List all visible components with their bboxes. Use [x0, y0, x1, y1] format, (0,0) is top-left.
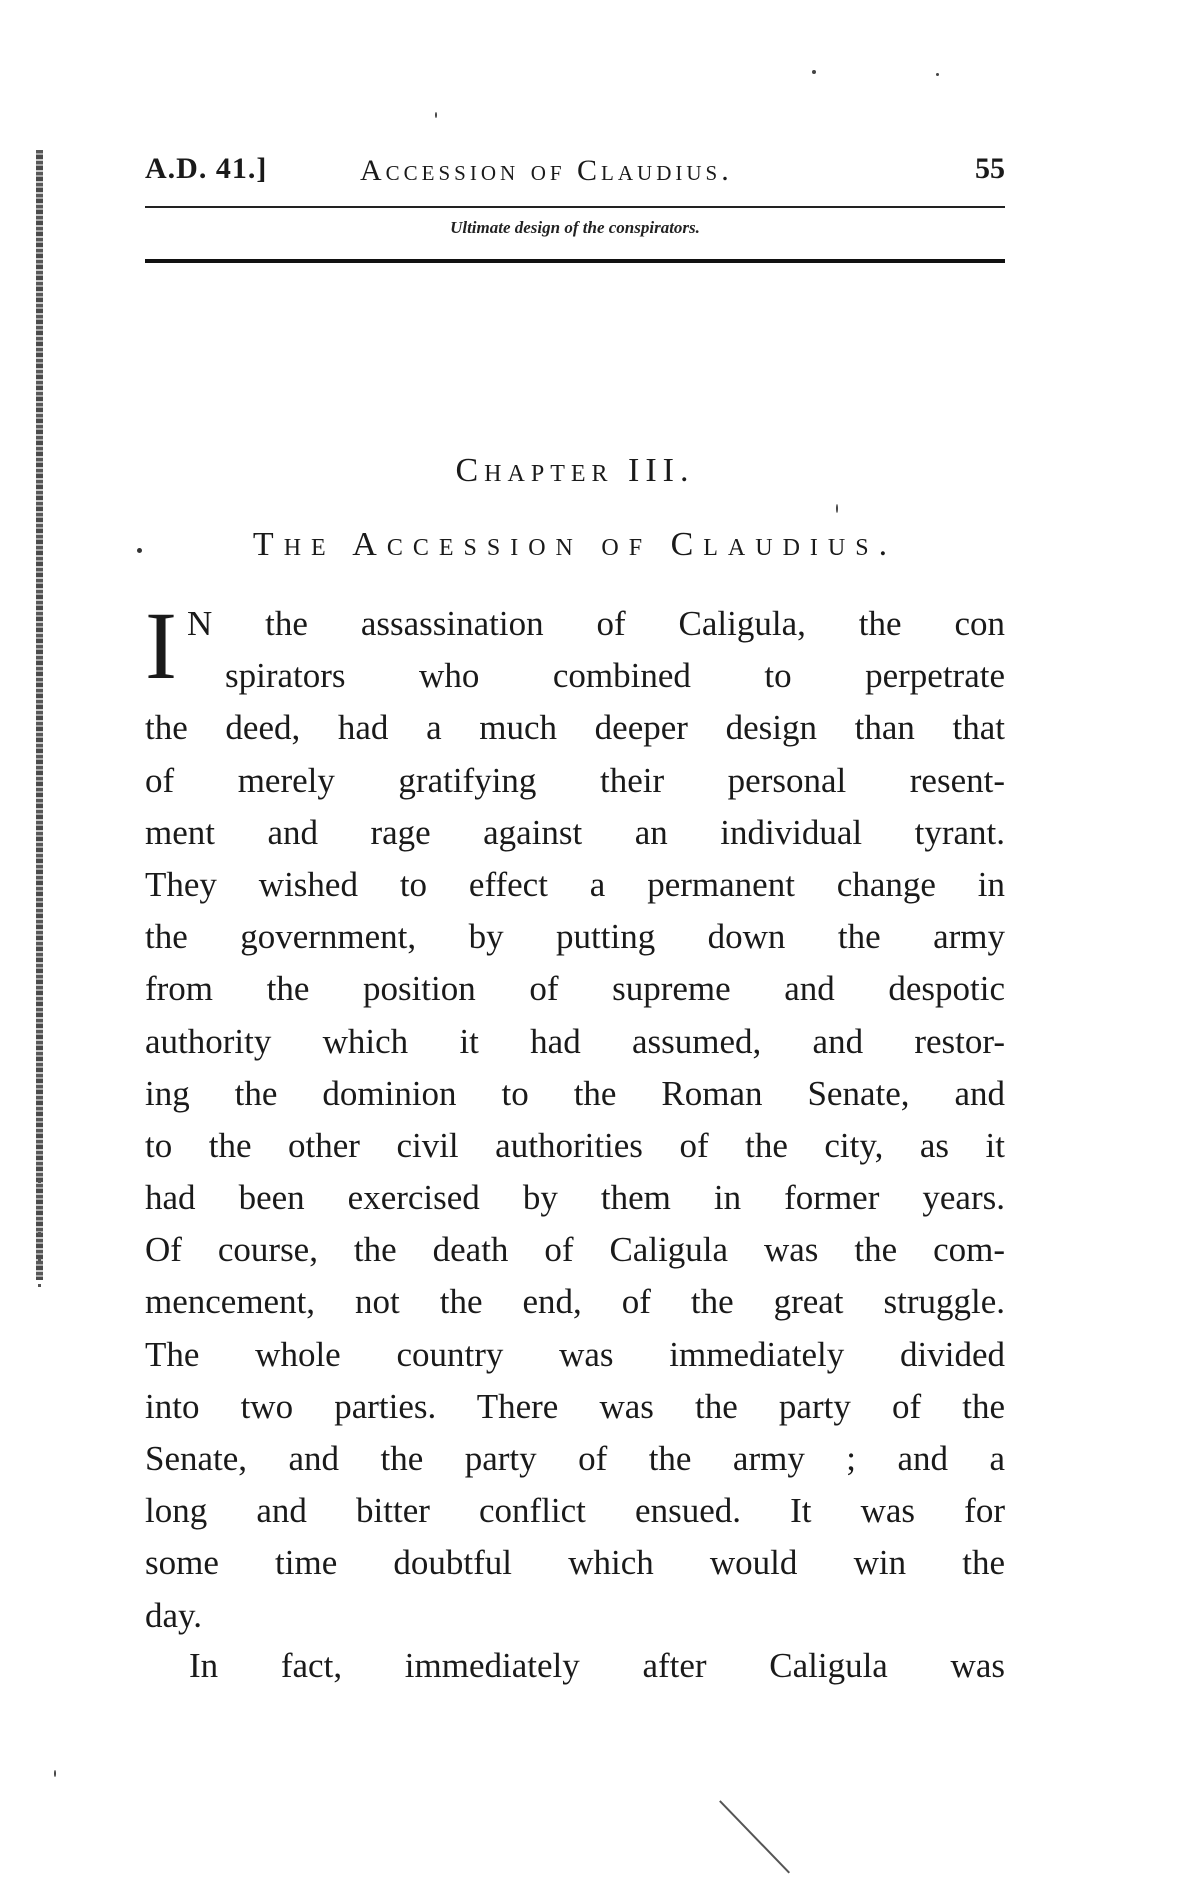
running-header [145, 152, 1005, 196]
chapter-number: Chapter III. [455, 452, 695, 489]
text-line: The whole country was immediately divided [145, 1334, 1005, 1374]
text-line: had been exercised by them in former years. [145, 1178, 1005, 1218]
text-line: In fact, immediately after Caligula was [189, 1646, 1005, 1685]
paragraph-2 [145, 1640, 1005, 1692]
text-line: Of course, the death of Caligula was the com- [145, 1230, 1005, 1270]
page-number: 55 [975, 152, 1005, 185]
print-speck [936, 73, 939, 76]
text-line: They wished to effect a permanent change in [145, 864, 1005, 904]
text-line: some time doubtful which would win the [145, 1543, 1005, 1583]
text-line: the deed, had a much deeper design than that [145, 708, 1005, 748]
header-running-title: Accession of Claudius. [360, 154, 733, 187]
print-speck [435, 112, 437, 118]
text-line: Senate, and the party of the army ; and a [145, 1439, 1005, 1478]
text-line: into two parties. There was the party of the [145, 1386, 1005, 1426]
stray-pen-mark [719, 1800, 790, 1873]
text-line: from the position of supreme and despotic [145, 969, 1005, 1009]
text-line: to the other civil authorities of the city, as it [145, 1125, 1005, 1165]
text-line: long and bitter conflict ensued. It was for [145, 1491, 1005, 1531]
chapter-title: The Accession of Claudius. [252, 526, 898, 563]
drop-cap: I [145, 592, 177, 699]
print-speck [812, 70, 816, 74]
page-binding-marks [38, 1180, 41, 1290]
text-line: ing the dominion to the Roman Senate, and [145, 1073, 1005, 1113]
text-line: authority which it had assumed, and restor- [145, 1021, 1005, 1061]
header-rule-thick [145, 259, 1005, 263]
paragraph-1 [145, 592, 1005, 1642]
marginal-subhead: Ultimate design of the conspirators. [450, 218, 700, 237]
print-speck [137, 548, 142, 553]
text-line: N the assassination of Caligula, the con [187, 604, 1005, 643]
text-line: day. [145, 1595, 203, 1635]
text-line: the government, by putting down the army [145, 917, 1005, 957]
page-binding-edge [36, 150, 43, 1280]
text-line: ment and rage against an individual tyrant. [145, 812, 1005, 852]
print-speck [836, 504, 838, 513]
text-line: of merely gratifying their personal resent- [145, 760, 1005, 800]
header-date: A.D. 41.] [145, 152, 268, 185]
text-line: mencement, not the end, of the great struggle. [145, 1282, 1005, 1322]
text-line: spirators who combined to perpetrate [225, 656, 1005, 696]
print-speck [54, 1770, 56, 1777]
header-rule-thin [145, 206, 1005, 208]
